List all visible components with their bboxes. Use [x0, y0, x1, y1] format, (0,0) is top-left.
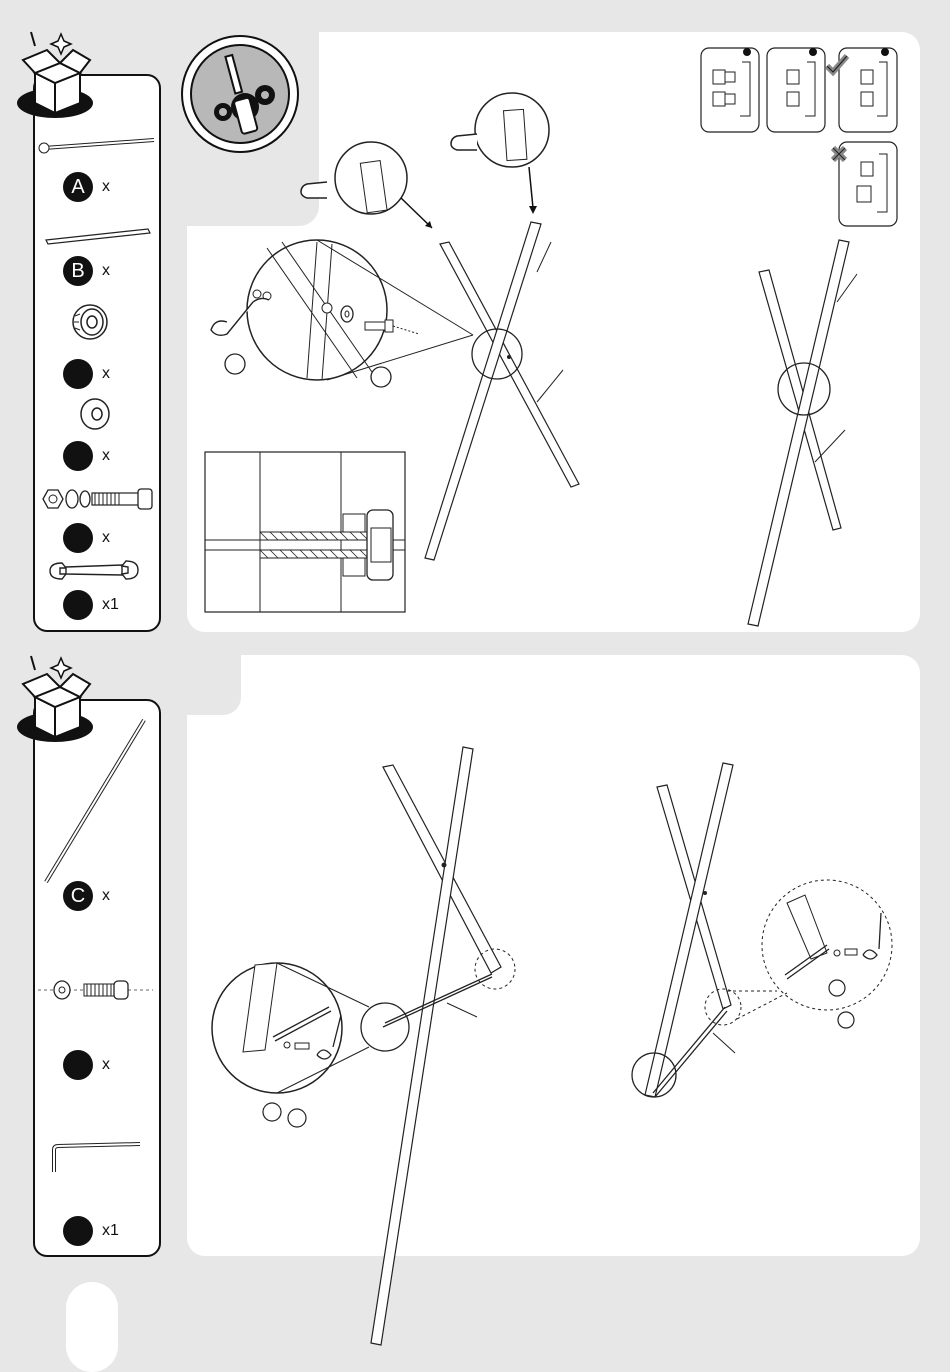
- bar-icon: [44, 226, 154, 246]
- bolt-option-2: [767, 48, 825, 132]
- part-badge-4: [63, 441, 93, 471]
- page-number-tab: [66, 1282, 118, 1372]
- part-qty-B: x: [102, 262, 110, 279]
- long-rod-icon: [40, 716, 150, 886]
- part-badge-A: A: [63, 172, 93, 202]
- part-badge-8: [63, 1050, 93, 1080]
- part-qty-A: x: [102, 178, 110, 195]
- bolt-washer-icon: [38, 978, 153, 1002]
- allen-key-icon: [48, 1142, 143, 1178]
- bolt-option-3-correct: [827, 48, 897, 132]
- bolt-cross-section: [205, 452, 405, 612]
- part-qty-6: x1: [102, 596, 119, 613]
- part-qty-4: x: [102, 447, 110, 464]
- part-qty-8: x: [102, 1056, 110, 1073]
- part-qty-C: x: [102, 887, 110, 904]
- part-qty-3: x: [102, 365, 110, 382]
- part-badge-B: B: [63, 256, 93, 286]
- box-icon: [15, 28, 105, 123]
- spacer-nut-icon: [70, 302, 110, 342]
- part-badge-C: C: [63, 881, 93, 911]
- bolt-option-1: [701, 48, 759, 132]
- washer-icon: [78, 397, 112, 431]
- bolt-assembly-zoom: [247, 240, 387, 380]
- part-badge-5: [63, 523, 93, 553]
- rod-fixing-zoom: [212, 963, 342, 1093]
- part-qty-5: x: [102, 529, 110, 546]
- bolt-option-4-wrong: [833, 142, 897, 226]
- step2-illustration: [187, 655, 920, 1256]
- rod-icon: [36, 138, 156, 158]
- part-badge-3: [63, 359, 93, 389]
- bolt-set-icon: [40, 485, 155, 513]
- wrench-icon: [48, 557, 140, 585]
- part-badge-9: [63, 1216, 93, 1246]
- part-qty-9: x1: [102, 1222, 119, 1239]
- part-badge-6: [63, 590, 93, 620]
- step1-illustration: [187, 32, 920, 632]
